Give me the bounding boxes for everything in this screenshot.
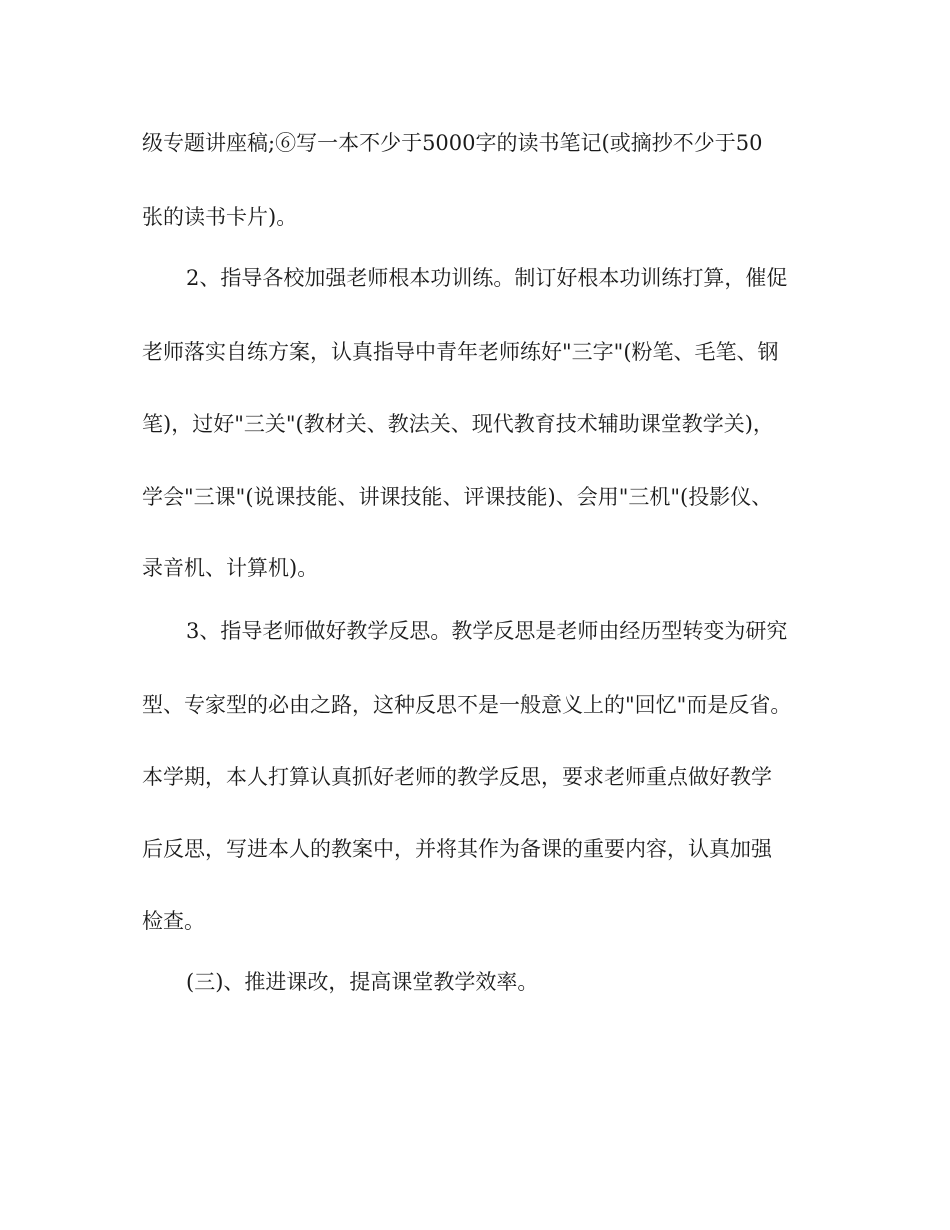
text-line: 录音机、计算机)。 — [142, 556, 319, 580]
section-heading: (三)、推进课改，提高课堂教学效率。 — [186, 970, 539, 994]
text-line: 张的读书卡片)。 — [142, 205, 298, 229]
text-line: 3、指导老师做好教学反思。教学反思是老师由经历型转变为研究 — [186, 619, 788, 643]
text-line: 老师落实自练方案，认真指导中青年老师练好"三字"(粉笔、毛笔、钢 — [142, 340, 779, 364]
text-line: 2、指导各校加强老师根本功训练。制订好根本功训练打算，催促 — [186, 266, 788, 290]
text-line: 检查。 — [142, 909, 205, 933]
text-line: 级专题讲座稿;⑥写一本不少于5000字的读书笔记(或摘抄不少于50 — [142, 131, 763, 155]
text-line: 型、专家型的必由之路，这种反思不是一般意义上的"回忆"而是反省。 — [142, 693, 792, 717]
text-line: 后反思，写进本人的教案中，并将其作为备课的重要内容，认真加强 — [142, 837, 772, 861]
text-line: 笔)，过好"三关"(教材关、教法关、现代教育技术辅助课堂教学关)， — [142, 412, 774, 436]
text-line: 本学期，本人打算认真抓好老师的教学反思，要求老师重点做好教学 — [142, 765, 772, 789]
text-line: 学会"三课"(说课技能、讲课技能、评课技能)、会用"三机"(投影仪、 — [142, 485, 773, 509]
